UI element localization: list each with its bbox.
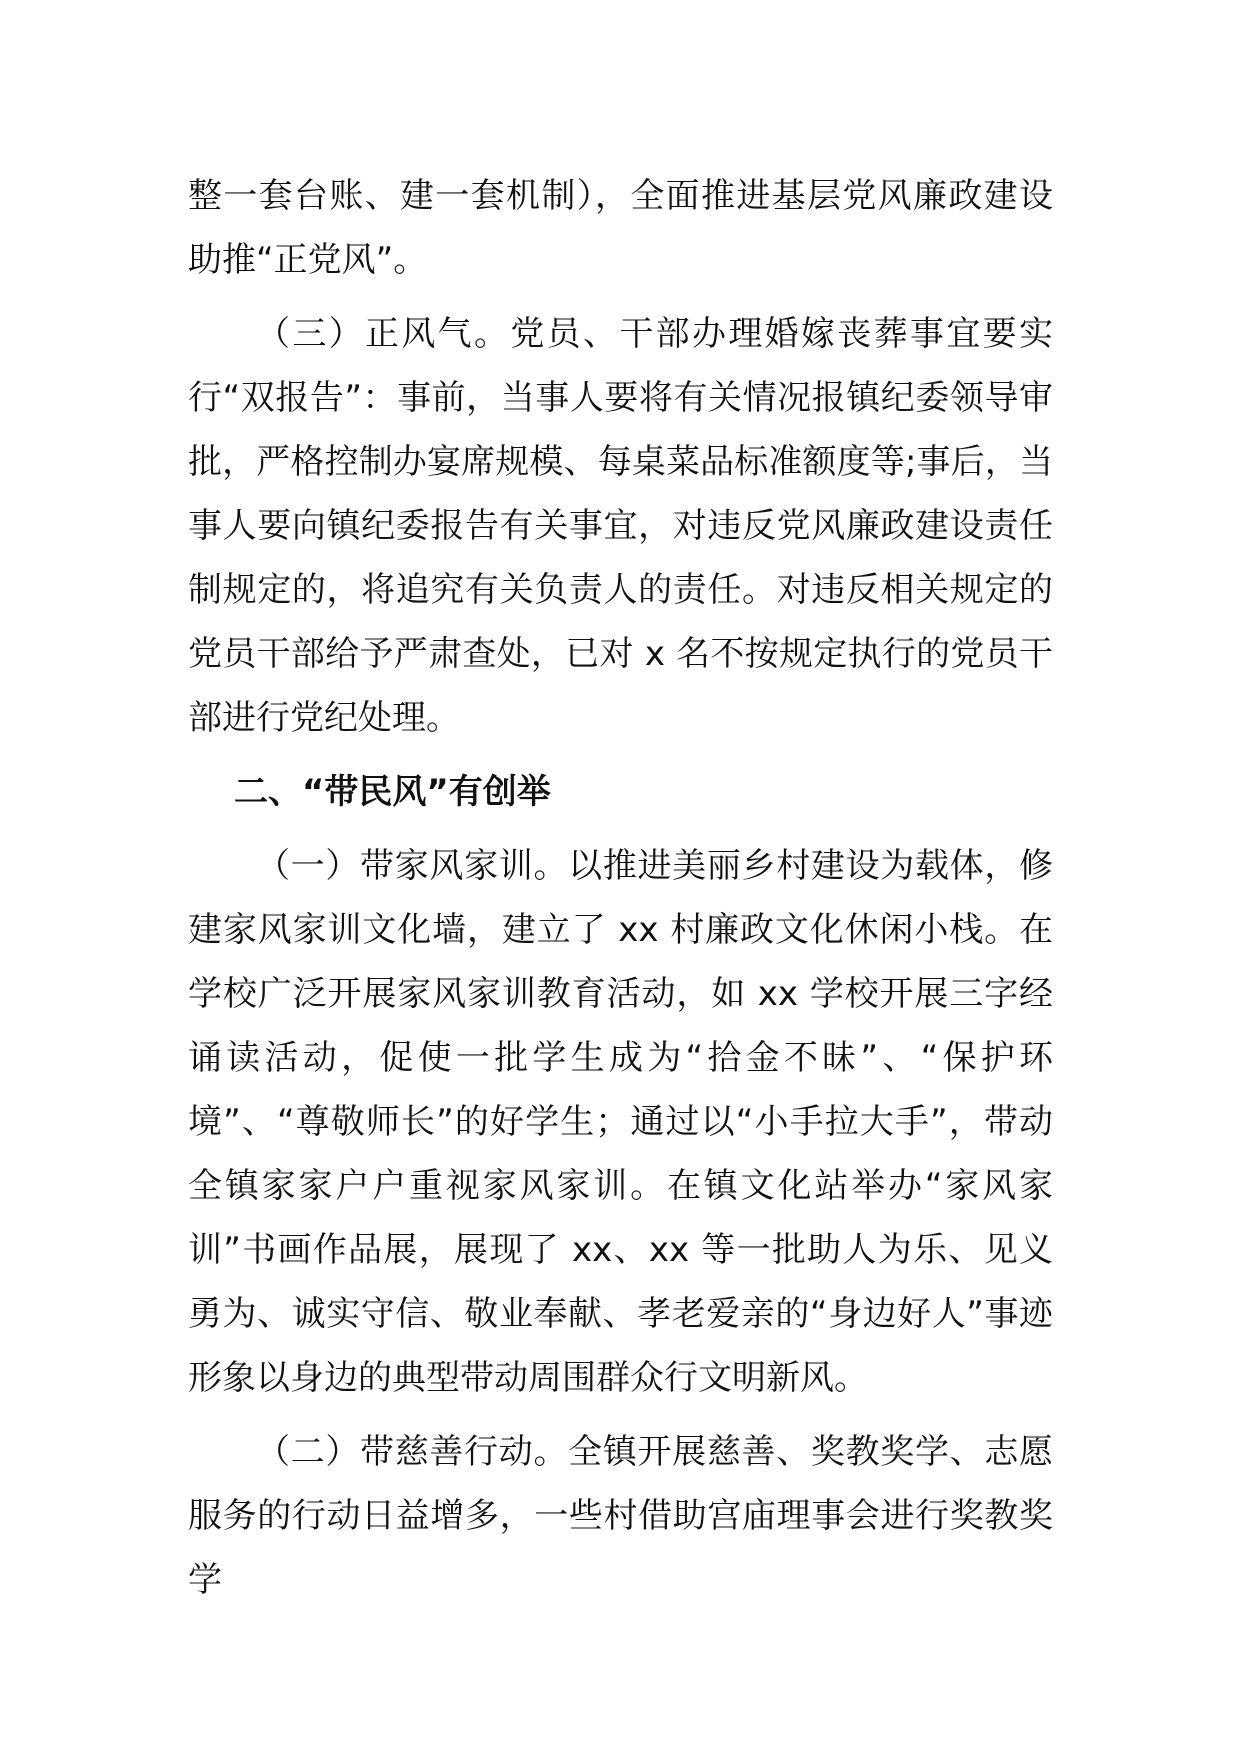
paragraph-cishan-xingdong: （二）带慈善行动。全镇开展慈善、奖教奖学、志愿服务的行动日益增多，一些村借助宫庙理事会进行奖教奖学 (188, 1432, 1053, 1600)
paragraph-jiafeng-jiaxun: （一）带家风家训。以推进美丽乡村建设为载体，修建家风家训文化墙，建立了 xx 村廉政文化休闲小栈。在学校广泛开展家风家训教育活动，如 xx 学校开展三字经诵读活动，促使一批学生成为“拾金不昧”、“保护环境”、“尊敬师长”的好学生；通过以“小手拉大手”，带动全镇家家户户重视家风家训。在镇文化站举办“家风家训”书画作品展，展现了 xx、xx 等一批助人为乐、见义勇为、诚实守信、敬业奉献、孝老爱亲的“身边好人”事迹形象以身边的典型带动周围群众行文明新风。 (188, 846, 1053, 1398)
section-heading-dai-minfeng: 二、“带民风”有创举 (234, 772, 551, 812)
paragraph-zheng-fengqi: （三）正风气。党员、干部办理婚嫁丧葬事宜要实行“双报告”：事前，当事人要将有关情况报镇纪委领导审批，严格控制办宴席规模、每桌菜品标准额度等;事后，当事人要向镇纪委报告有关事宜，对违反党风廉政建设责任制规定的，将追究有关负责人的责任。对违反相关规定的党员干部给予严肃查处，已对 x 名不按规定执行的党员干部进行党纪处理。 (188, 314, 1053, 738)
document-page (188, 164, 1053, 1612)
paragraph-continuation: 整一套台账、建一套机制），全面推进基层党风廉政建设助推“正党风”。 (188, 176, 1053, 280)
